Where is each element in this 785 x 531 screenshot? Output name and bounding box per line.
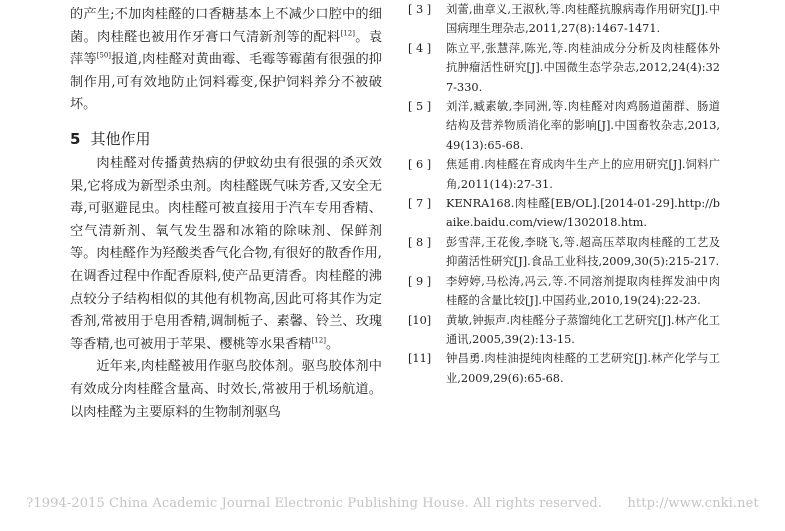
reference-item (408, 39, 720, 97)
paragraph-1 (70, 153, 382, 356)
reference-number: [ 9 ] (408, 274, 432, 288)
reference-text: 彭雪萍,王花俊,李晓飞,等.超高压萃取肉桂醛的工艺及抑菌活性研究[J].食品工业科技,2009,30(5):215-217. (446, 235, 720, 269)
citation-12[interactable]: [12] (340, 29, 355, 38)
paragraph-top-text: 的产生;不加肉桂醛的口香糖基本上不减少口腔中的细菌。肉桂醛也被用作牙膏口气清新剂等的配料 (70, 7, 382, 45)
reference-number: [ 3 ] (408, 3, 432, 16)
reference-text: 陈立平,张慧萍,陈光,等.肉桂油成分分析及肉桂醛体外抗肿瘤活性研究[J].中国微生态学杂志,2012,24(4):327-330. (446, 41, 720, 94)
reference-text: 钟昌勇.肉桂油提纯肉桂醛的工艺研究[J].林产化学与工业,2009,29(6):65-68. (446, 352, 720, 385)
reference-item (408, 272, 720, 311)
reference-item (408, 233, 720, 272)
reference-item (408, 97, 720, 155)
paragraph-2-text: 近年来,肉桂醛被用作驱鸟胶体剂。驱鸟胶体剂中有效成分肉桂醛含量高、时效长,常被用于机场航道。以肉桂醛为主要原料的生物制剂驱鸟 (70, 359, 382, 420)
paragraph-2 (70, 356, 382, 424)
references-column (408, 0, 720, 388)
reference-item (408, 155, 720, 194)
reference-number: [ 8 ] (408, 235, 432, 249)
reference-text: KENRA168.肉桂醛[EB/OL].[2014-01-29].http://baike.baidu.com/view/1302018.htm. (446, 197, 720, 230)
cnki-link[interactable]: http://www.cnki.net (627, 496, 759, 511)
reference-text: 李婷婷,马松涛,冯云,等.不同溶剂提取肉桂挥发油中肉桂醛的含量比较[J].中国药业,2010,19(24):22-23. (446, 274, 720, 308)
reference-number: [11] (408, 352, 432, 366)
reference-item (408, 194, 720, 233)
reference-number: [ 6 ] (408, 158, 432, 172)
reference-number: [10] (408, 313, 432, 327)
reference-number: [ 7 ] (408, 197, 432, 211)
paragraph-1-text: 肉桂醛对传播黄热病的伊蚊幼虫有很强的杀灭效果,它将成为新型杀虫剂。肉桂醛既气味芳香,又安全无毒,可驱避昆虫。肉桂醛可被直接用于汽车专用香精、空气清新剂、氧气发生器和冰箱的除味剂、保鲜剂等。肉桂醛作为羟酸类香气化合物,有很好的散香作用,在调香过程中作配香原料,使产品更清香。肉桂醛的沸点较分子结构相似的其他有机物高,因此可将其作为定香剂,常被用于皂用香精,调制栀子、素馨、铃兰、玫瑰等香精,也可被用于苹果、樱桃等水果香精 (70, 155, 382, 352)
paragraph-1-end: 。 (325, 336, 340, 352)
reference-text: 刘洋,臧素敏,李同洲,等.肉桂醛对肉鸡肠道菌群、肠道结构及营养物质消化率的影响[J].中国畜牧杂志,2013,49(13):65-68. (446, 100, 720, 152)
page-footer (0, 496, 785, 511)
reference-text: 黄敏,钟振声.肉桂醛分子蒸馏纯化工艺研究[J].林产化工通讯,2005,39(2):13-15. (446, 313, 720, 346)
reference-number: [ 5 ] (408, 100, 432, 114)
reference-number: [ 4 ] (408, 41, 432, 55)
reference-text: 刘蕾,曲章义,王淑秋,等.肉桂醛抗腺病毒作用研究[J].中国病理生理杂志,2011,27(8):1467-1471. (446, 3, 720, 36)
section-heading (70, 127, 382, 151)
paragraph-top (70, 4, 382, 117)
left-column (70, 4, 382, 424)
copyright-notice: ?1994-2015 China Academic Journal Electronic Publishing House. All rights reserved. (26, 496, 603, 511)
citation-50[interactable]: [50] (96, 51, 112, 60)
paragraph-top-text-3: 报道,肉桂醛对黄曲霉、毛霉等霉菌有很强的抑制作用,可有效地防止饲料霉变,保护饲料养分不被破坏。 (70, 52, 382, 113)
section-number: 5 (70, 129, 81, 148)
section-title: 其他作用 (90, 129, 151, 148)
reference-item (408, 311, 720, 350)
citation-12-b[interactable]: [12] (311, 336, 326, 345)
paragraph-top-text-2: 。袁萍等 (70, 29, 383, 68)
reference-item (408, 349, 720, 388)
reference-item (408, 0, 720, 39)
reference-text: 焦延甫.肉桂醛在育成肉牛生产上的应用研究[J].饲料广角,2011(14):27-31. (446, 158, 720, 191)
